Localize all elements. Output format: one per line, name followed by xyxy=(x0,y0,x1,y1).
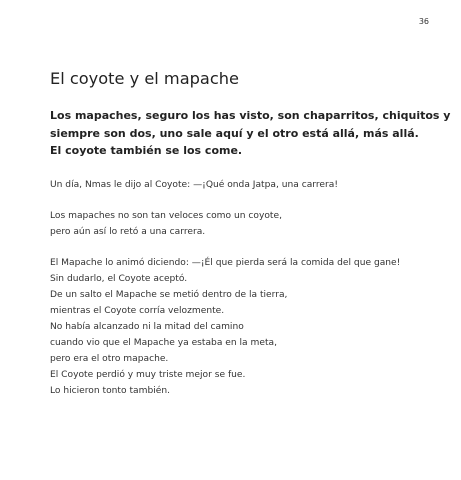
paragraph-line: pero aún así lo retó a una carrera. xyxy=(50,226,206,237)
story-paragraph xyxy=(50,255,440,399)
paragraph-line: Los mapaches no son tan veloces como un coyote, xyxy=(50,210,282,221)
paragraph-line: El Coyote perdió y muy triste mejor se fue. xyxy=(50,369,246,380)
story-paragraph xyxy=(50,177,440,193)
paragraph-line: pero era el otro mapache. xyxy=(50,353,169,364)
intro-line: siempre son dos, uno sale aquí y el otro está allá, más allá. xyxy=(50,126,419,140)
paragraph-line: De un salto el Mapache se metió dentro de la tierra, xyxy=(50,289,288,300)
intro-line: Los mapaches, seguro los has visto, son chaparritos, chiquitos y xyxy=(50,109,451,122)
paragraph-line: Lo hicieron tonto también. xyxy=(50,385,170,396)
paragraph-line: cuando vio que el Mapache ya estaba en la meta, xyxy=(50,337,278,348)
paragraph-line: Sin dudarlo, el Coyote aceptó. xyxy=(50,273,188,284)
story-intro xyxy=(50,107,451,160)
paragraph-line: El Mapache lo animó diciendo: —¡Él que pierda será la comida del que gane! xyxy=(50,257,401,268)
story-paragraph xyxy=(50,208,440,240)
paragraph-line: No había alcanzado ni la mitad del camino xyxy=(50,321,244,332)
page-number: 36 xyxy=(418,17,429,26)
paragraph-line: mientras el Coyote corría velozmente. xyxy=(50,305,225,316)
intro-line: El coyote también se los come. xyxy=(50,144,243,157)
story-content xyxy=(50,68,451,399)
paragraph-line: Un día, Nmas le dijo al Coyote: —¡Qué onda Jatpa, una carrera! xyxy=(50,179,338,190)
story-title: El coyote y el mapache xyxy=(50,69,239,88)
